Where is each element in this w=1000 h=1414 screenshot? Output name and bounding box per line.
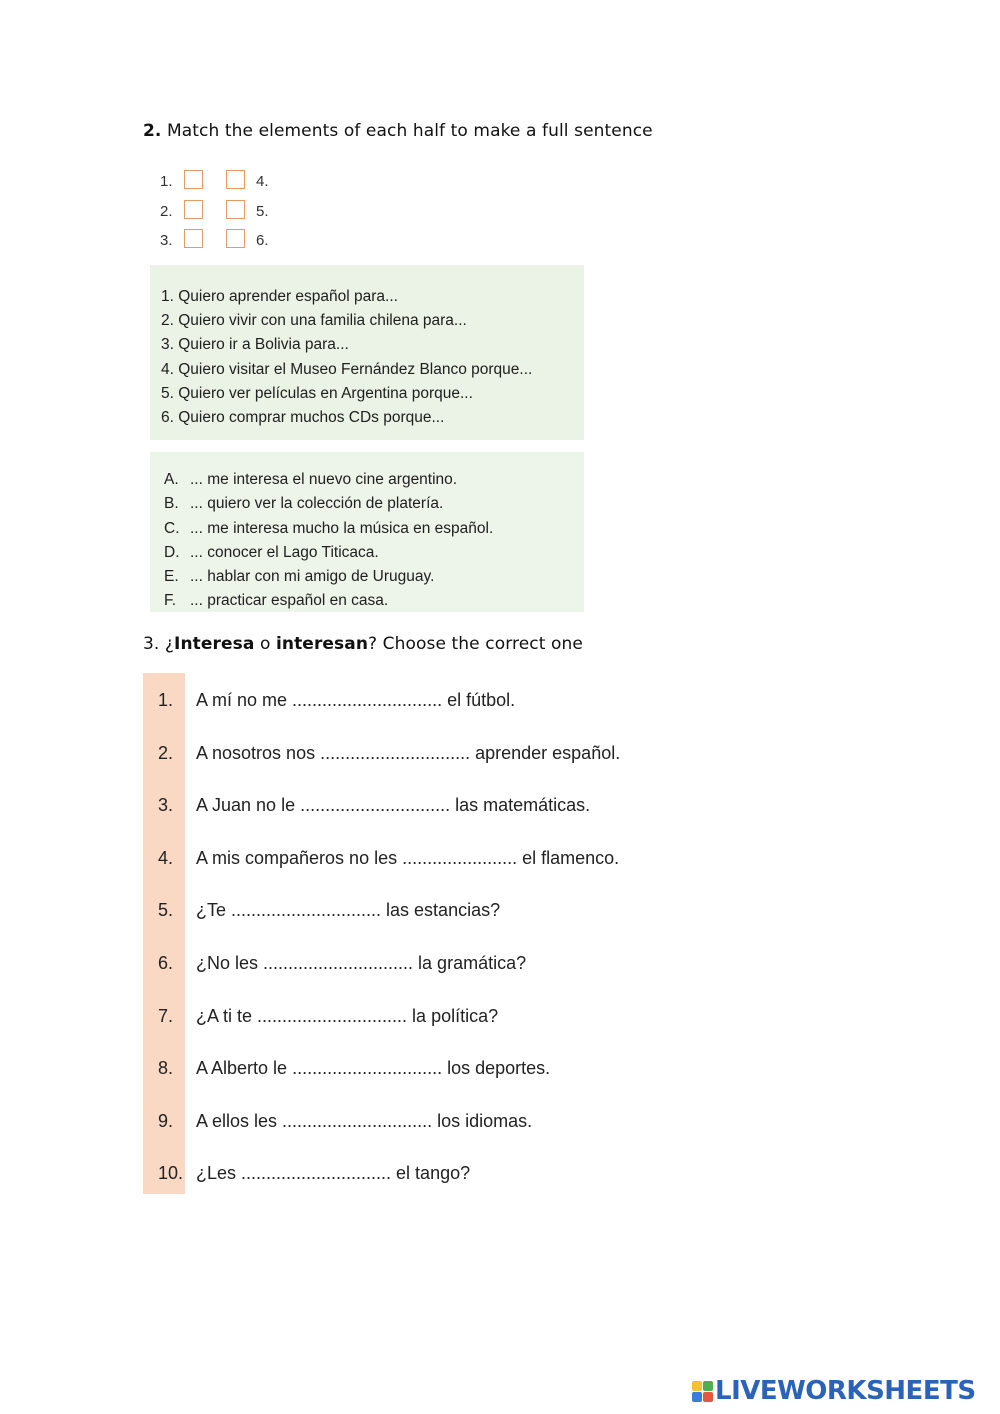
item-sentence[interactable]: A mis compañeros no les ....................... el flamenco. <box>196 847 620 868</box>
ending-letter: C. <box>164 519 180 537</box>
ending-letter: A. <box>164 471 179 488</box>
logo-mark-icon <box>691 1380 713 1402</box>
section-3-heading <box>143 634 583 654</box>
sentence-ending <box>164 565 584 589</box>
match-answer-box[interactable] <box>184 200 203 219</box>
sentence-beginning: 3. Quiero ir a Bolivia para... <box>161 336 349 354</box>
match-left-number: 3. <box>160 232 173 249</box>
ending-text: ... practicar español en casa. <box>190 592 389 610</box>
item-number: 5. <box>158 900 174 921</box>
item-number: 1. <box>158 690 174 710</box>
item-sentence[interactable]: ¿No les .............................. la gramática? <box>196 952 527 973</box>
section-3-prefix: 3. ¿ <box>143 634 175 654</box>
item-sentence[interactable]: A mí no me .............................. el fútbol. <box>196 690 516 710</box>
ending-letter: E. <box>164 568 179 586</box>
logo-tile <box>703 1392 713 1402</box>
sentence-beginnings-panel <box>150 265 584 440</box>
match-right-number: 6. <box>256 232 269 249</box>
ending-text: ... me interesa el nuevo cine argentino. <box>190 471 458 488</box>
sentence-ending <box>164 492 584 516</box>
sentence-ending <box>164 517 584 541</box>
logo-tile <box>692 1381 702 1391</box>
item-sentence[interactable]: ¿A ti te .............................. la política? <box>196 1005 499 1026</box>
sentence-beginning: 4. Quiero visitar el Museo Fernández Blanco porque... <box>161 360 533 378</box>
match-right-number: 4. <box>256 173 269 190</box>
item-number: 3. <box>158 795 174 816</box>
item-number: 10. <box>158 1163 184 1184</box>
item-sentence[interactable]: ¿Les .............................. el tango? <box>196 1163 471 1184</box>
sentence-ending <box>164 589 584 613</box>
item-number: 8. <box>158 1058 174 1079</box>
sentence-beginning: 2. Quiero vivir con una familia chilena para... <box>161 312 467 330</box>
section-2-title: Match the elements of each half to make a full sentence <box>161 121 653 141</box>
sentence-beginning: 6. Quiero comprar muchos CDs porque... <box>161 409 445 427</box>
item-number: 7. <box>158 1005 174 1026</box>
section-3-suffix: ? Choose the correct one <box>368 634 583 654</box>
sentence-endings-panel <box>150 452 584 612</box>
item-number: 2. <box>158 742 174 763</box>
section-3-word-interesan: interesan <box>275 634 369 654</box>
logo-text: LIVEWORKSHEETS <box>715 1376 976 1406</box>
section-3-word-interesa: Interesa <box>174 634 255 654</box>
logo-tile <box>703 1381 713 1391</box>
item-number: 9. <box>158 1110 174 1131</box>
match-right-number: 5. <box>256 202 269 220</box>
logo-tile <box>692 1392 702 1402</box>
ending-letter: B. <box>164 495 179 513</box>
sentence-ending <box>164 541 584 565</box>
sentence-beginning: 5. Quiero ver películas en Argentina porque... <box>161 384 473 402</box>
match-left-number: 1. <box>160 173 173 190</box>
liveworksheets-logo[interactable] <box>691 1373 976 1409</box>
ending-text: ... conocer el Lago Titicaca. <box>190 543 379 561</box>
sentence-beginning: 1. Quiero aprender español para... <box>161 288 398 305</box>
match-answer-box[interactable] <box>226 229 245 248</box>
item-sentence[interactable]: A Juan no le .............................. las matemáticas. <box>196 795 591 816</box>
item-number: 4. <box>158 847 174 868</box>
item-sentence[interactable]: A nosotros nos .............................. aprender español. <box>196 742 621 763</box>
item-sentence[interactable]: A Alberto le .............................. los deportes. <box>196 1058 551 1079</box>
sentence-ending <box>164 468 584 492</box>
section-2-number: 2. <box>143 121 162 141</box>
ending-text: ... me interesa mucho la música en español. <box>190 519 494 537</box>
match-answer-box[interactable] <box>184 170 203 189</box>
section-3-connector: o <box>254 634 276 654</box>
item-sentence[interactable]: A ellos les .............................. los idiomas. <box>196 1110 533 1131</box>
ending-text: ... quiero ver la colección de platería. <box>190 495 444 513</box>
ending-letter: D. <box>164 543 180 561</box>
ending-text: ... hablar con mi amigo de Uruguay. <box>190 568 435 586</box>
section-2-heading <box>143 121 653 141</box>
match-left-number: 2. <box>160 202 173 220</box>
item-number: 6. <box>158 952 174 973</box>
match-answer-box[interactable] <box>226 200 245 219</box>
match-answer-box[interactable] <box>226 170 245 189</box>
match-answer-box[interactable] <box>184 229 203 248</box>
ending-letter: F. <box>164 592 177 610</box>
item-sentence[interactable]: ¿Te .............................. las estancias? <box>196 900 501 921</box>
